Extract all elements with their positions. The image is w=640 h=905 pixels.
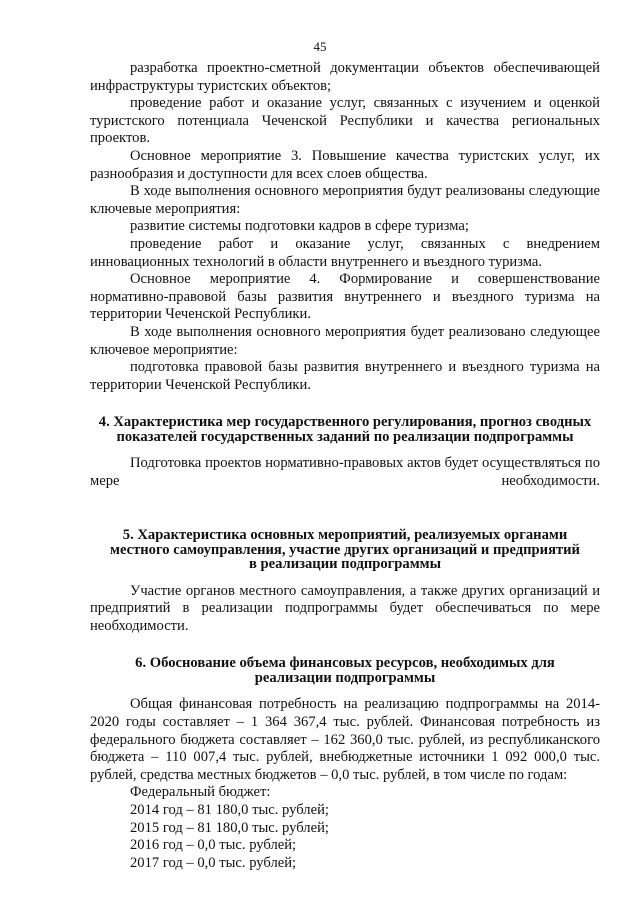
paragraph: разработка проектно-сметной документации объектов обеспечивающей инфраструктуры туристских объектов; [90,60,600,94]
year-item: 2017 год – 0,0 тыс. рублей; [130,854,297,871]
heading-line: реализации подпрограммы [254,669,436,686]
paragraph: проведение работ и оказание услуг, связанных с изучением и оценкой туристского потенциала Чеченской Республики и качества региональных проектов. [90,95,600,147]
section-5-heading [90,528,600,572]
year-item: 2014 год – 81 180,0 тыс. рублей; [130,801,329,818]
section-6-text: Общая финансовая потребность на реализацию подпрограммы на 2014-2020 годы составляет – 1 364 367,4 тыс. рублей. Финансовая потребность из федерального бюджета составляет – 162 360,0 тыс. рублей, из республиканского бюджета – 110 007,4 тыс. рублей, внебюджетные источники 1 092 000,0 тыс. рублей, средства местных бюджетов – 0,0 тыс. рублей, в том числе по годам: [90,696,600,783]
year-item: 2016 год – 0,0 тыс. рублей; [130,837,297,854]
page-number: 45 [313,39,327,54]
heading-line: 6. Обоснование объема финансовых ресурсов, необходимых для [135,655,555,672]
heading-line: 4. Характеристика мер государственного регулирования, прогноз сводных [98,414,592,431]
paragraph: В ходе выполнения основного мероприятия будут реализованы следующие ключевые мероприятия: [90,183,600,217]
section-4-heading [90,415,600,444]
paragraph: В ходе выполнения основного мероприятия будет реализовано следующее ключевое мероприятие: [90,323,600,358]
paragraph: подготовка правовой базы развития внутреннего и въездного туризма на территории Чеченской Республики. [90,359,600,393]
section-4-text: Подготовка проектов нормативно-правовых актов будет осуществляться по мере необходимости. [90,455,600,489]
heading-line: в реализации подпрограммы [249,556,441,573]
heading-line: местного самоуправления, участие других организаций и предприятий [110,541,580,558]
year-item: 2015 год – 81 180,0 тыс. рублей; [130,819,329,836]
section-5-text: Участие органов местного самоуправления, а также других организаций и предприятий в реализации подпрограммы будет обеспечиваться по мере необходимости. [90,582,600,634]
paragraph: Основное мероприятие 4. Формирование и совершенствование нормативно-правовой базы развития внутреннего и въездного туризма на территории Чеченской Республики. [90,271,600,323]
heading-line: показателей государственных заданий по реализации подпрограммы [116,428,574,445]
heading-line: 5. Характеристика основных мероприятий, реализуемых органами [122,527,568,544]
paragraph: Основное мероприятие 3. Повышение качества туристских услуг, их разнообразия и доступности для всех слоев общества. [90,147,600,182]
section-6-heading [90,656,600,685]
federal-budget-label: Федеральный бюджет: [130,784,271,801]
paragraph: проведение работ и оказание услуг, связанных с внедрением инновационных технологий в области внутреннего и въездного туризма. [90,235,600,270]
paragraph: развитие системы подготовки кадров в сфере туризма; [130,218,469,235]
page-body [90,60,600,872]
